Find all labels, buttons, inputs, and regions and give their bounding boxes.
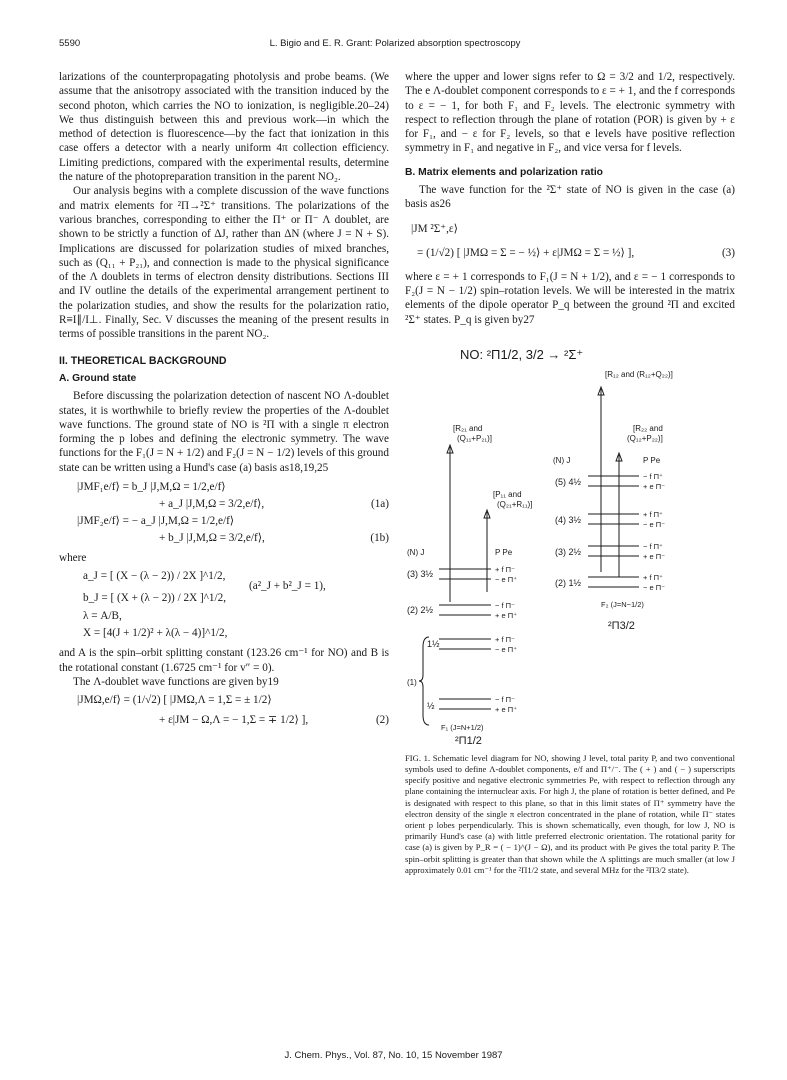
equation-aj: a_J = [ (X − (λ − 2)) / 2X ]^1/2,	[83, 570, 226, 583]
label-r21b: (Q₁₁+P₂₁)]	[457, 433, 492, 443]
f1-block-label: F₁ (J=N+1/2)	[441, 722, 484, 732]
left-column	[59, 70, 389, 730]
label-p11: [P₁₁ and	[493, 489, 522, 499]
where-label: where	[59, 552, 87, 565]
f1-sym-8: + e Π⁺	[495, 704, 518, 714]
section-heading: II. THEORETICAL BACKGROUND	[59, 354, 227, 367]
f2-sym-5: − f Π⁺	[643, 541, 664, 551]
f1-levels	[407, 565, 517, 725]
left-paragraph-2: Our analysis begins with a complete discussion of the wave functions and matrix elements for ²Π→²Σ⁺ transitions. The polarizations of the various branches, corresponding to either the Π⁺ or Π⁻ Λ doublet, are shown to be strictly a function of ΔJ, rather than ΔN (where J = N + S). Implications are discussed for polarization studies of mixed branches, such as (Q₁₁ + P₂₁), and connection is made to the physical significance of the Λ doublets in terms of electron density distributions. Sections III and IV outline the details of the experimental arrangement pertinent to the polarization studies, and show the results for the polarization ratio, R≡I∥/I⊥. Finally, Sec. V discusses the meaning of the present results in terms of possible transitions in the parent NO₂.	[59, 185, 389, 341]
f2-level-3: (3) 2½	[555, 546, 582, 557]
subsection-heading-a: A. Ground state	[59, 372, 137, 384]
right-column	[405, 70, 735, 876]
f2-level-1: (5) 4½	[555, 476, 582, 487]
level-diagram	[405, 337, 735, 747]
equation-lambda: λ = A/B,	[83, 610, 122, 623]
left-paragraph-4: and A is the spin–orbit splitting constant (123.26 cm⁻¹ for NO) and B is the rotational constant (1.6725 cm⁻¹ for v″ = 0).	[59, 647, 389, 674]
right-paragraph-3: where ε = + 1 corresponds to F₁(J = N + 1/2), and ε = − 1 corresponds to F₂(J = N − 1/2) spin–rotation levels. We will be interested in the matrix elements of the dipole operator P_q between the ground ²Π and excited ²Σ⁺ states. P_q is given by27	[405, 270, 735, 326]
label-p11b: (Q₂₁+R₁₁)]	[497, 499, 533, 509]
pi12-label: ²Π1/2	[455, 734, 482, 747]
right-paragraph-2: The wave function for the ²Σ⁺ state of NO is given in the case (a) basis as26	[405, 184, 735, 211]
f2-sym-7: + f Π⁺	[643, 572, 664, 582]
equation-1b-line1: |JMF₂e/f⟩ = − a_J |J,M,Ω = 1/2,e/f⟩	[77, 515, 235, 528]
left-paragraph-3: Before discussing the polarization detection of nascent NO Λ-doublet states, it is worthwhile to briefly review the properties of the Λ-doublet wave functions. The ground state of NO is ²Π with a single π electron forming the p lobes and defining the electronic symmetry. The wave functions for the F₁(J = N + 1/2) and F₂(J = N − 1/2) levels of this ground state can be written using a Hund's case (a) basis as18,19,25	[59, 390, 389, 474]
f1-level-3: 1½	[427, 638, 440, 649]
f1-sym-4: + e Π⁺	[495, 610, 518, 620]
figure-caption: FIG. 1. Schematic level diagram for NO, showing J level, total parity P, and two conventional symbols used to define Λ-doublet components, e/f and Π⁺/⁻. The ( + ) and ( − ) superscripts specify positive and negative electronic symmetries Pe, with respect to reflection through any plane containing the internuclear axis. For high J, the plane of rotation is better defined, and Pe is designated with respect to this plane, so that in this limit states of Π⁺ symmetry have the electron density of the single π electron concentrated in the plane of rotation, while Π⁻ states orient p lobes perpendicularly. This is shown schematically, even though, for low J, NO is primarily Hund's case (a) with little preferred electronic orientation. The rotational parity for case (a) is given by P_R = ( − 1)^(J − Ω), and its product with Pe gives the total parity P. The spin–orbit splitting is greater than that shown while the Λ splittings are much smaller (at low J approximately 0.01 cm⁻¹ for the ²Π1/2 state, and several MHz for the ²Π3/2 state).	[405, 752, 735, 875]
right-paragraph-1: where the upper and lower signs refer to Ω = 3/2 and 1/2, respectively. The e Λ-doublet component corresponds to ε = + 1, and the f corresponds to ε = − 1, for both F₁ and F₂ levels. The electronic symmetry with respect to reflection through the plane of rotation (POR) is given by + ε for F₁, and − ε for F₂ levels, so that e levels have positive reflection symmetry in F₁ and negative in F₂, and vice versa for f levels.	[405, 71, 735, 155]
f1-sym-2: − e Π⁺	[495, 574, 518, 584]
equation-bj: b_J = [ (X + (λ − 2)) / 2X ]^1/2, (a²_J + b²_J = 1),	[83, 580, 326, 605]
f1-n1: (1)	[407, 677, 417, 687]
journal-footer: J. Chem. Phys., Vol. 87, No. 10, 15 November 1987	[284, 1050, 503, 1061]
f1-level-4: ½	[427, 700, 435, 711]
left-paragraph-5: The Λ-doublet wave functions are given by19	[73, 675, 279, 688]
f1-p-pe-label: P Pe	[495, 547, 513, 557]
f1-sym-1: + f Π⁻	[495, 564, 516, 574]
diagram-title: NO: ²Π1/2, 3/2 → ²Σ⁺	[460, 346, 584, 362]
label-r21: [R₂₁ and	[453, 423, 483, 433]
f1-sym-7: − f Π⁻	[495, 694, 516, 704]
equation-2-line1: |JMΩ,e/f⟩ = (1/√2) [ |JMΩ,Λ = 1,Σ = ± 1/2⟩	[77, 694, 272, 707]
label-r12: [R₁₂ and (R₁₂+Q₂₂)]	[605, 369, 673, 379]
f2-p-pe-label: P Pe	[643, 455, 661, 465]
label-r22: [R₂₂ and	[633, 423, 663, 433]
f1-level-1: (3) 3½	[407, 568, 434, 579]
equation-1a-line1: |JMF₁e/f⟩ = b_J |J,M,Ω = 1/2,e/f⟩	[77, 481, 226, 494]
f2-sym-2: + e Π⁻	[643, 481, 666, 491]
f2-sym-3: + f Π⁺	[643, 509, 664, 519]
equation-1a-line2: + a_J |J,M,Ω = 3/2,e/f⟩, (1a)	[159, 498, 389, 511]
f2-level-4: (2) 1½	[555, 577, 582, 588]
f1-sym-3: − f Π⁻	[495, 600, 516, 610]
f1-level-2: (2) 2½	[407, 604, 434, 615]
f2-level-2: (4) 3½	[555, 514, 582, 525]
equation-x: X = [4(J + 1/2)² + λ(λ − 4)]^1/2,	[83, 627, 228, 640]
f2-block-label: F₂ (J=N−1/2)	[601, 599, 644, 609]
label-r22b: (Q₁₂+P₂₂)]	[627, 433, 663, 443]
f1-brace	[419, 637, 429, 725]
running-title: L. Bigio and E. R. Grant: Polarized absorption spectroscopy	[269, 38, 521, 49]
f1-sym-6: − e Π⁺	[495, 644, 518, 654]
f2-sym-4: − e Π⁻	[643, 519, 666, 529]
pi32-label: ²Π3/2	[608, 619, 635, 632]
f1-nj-label: (N) J	[407, 547, 425, 557]
equation-1b-line2: + b_J |J,M,Ω = 3/2,e/f⟩, (1b)	[159, 532, 389, 545]
f2-levels	[555, 472, 665, 592]
page-number: 5590	[59, 38, 81, 49]
f2-nj-label: (N) J	[553, 455, 571, 465]
left-paragraph-1: larizations of the counterpropagating photolysis and probe beams. (We assume that the anisotropy associated with the transition induced by the second photon, which carries the NO to ionization, is negligible.20–24) We thus distinguish between this and previous work—in which the method of detection is fluorescence—by the fact that ionization in this case offers a detector with a nearly uniform 4π collection efficiency. Limiting predictions, compared with the experimental results, determine the nature of the photopreparation transition in the parent NO₂.	[59, 71, 389, 184]
subsection-heading-b: B. Matrix elements and polarization ratio	[405, 166, 603, 178]
f2-sym-6: + e Π⁻	[643, 551, 666, 561]
equation-2-line2: + ε|JM − Ω,Λ = − 1,Σ = ∓ 1/2⟩ ], (2)	[159, 714, 389, 727]
f1-sym-5: + f Π⁻	[495, 634, 516, 644]
f2-sym-1: − f Π⁺	[643, 471, 664, 481]
f2-sym-8: − e Π⁻	[643, 582, 666, 592]
equation-3-line1: |JM ²Σ⁺,ε⟩	[411, 222, 458, 235]
equation-3-line2: = (1/√2) [ |JMΩ = Σ = − ½⟩ + ε|JMΩ = Σ = ½⟩ ], (3)	[417, 246, 735, 259]
